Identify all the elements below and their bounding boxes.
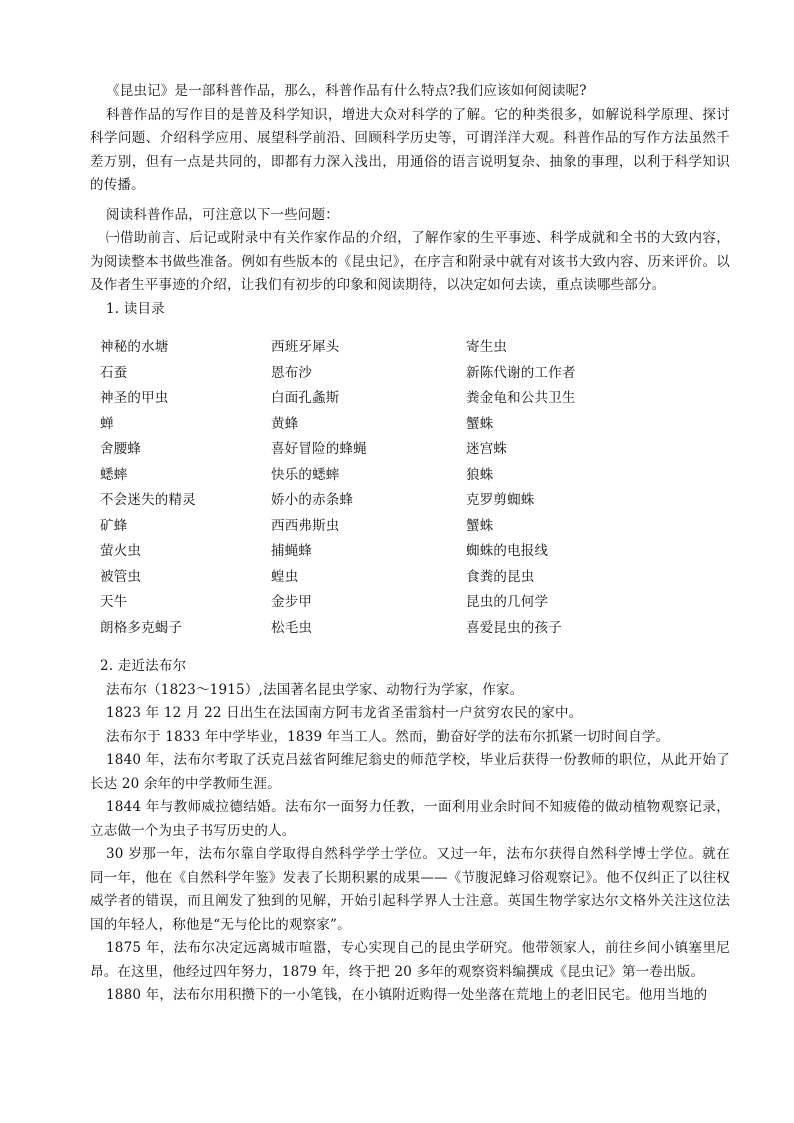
toc-entry: 狼蛛 (466, 466, 494, 483)
toc-entry: 天牛 (100, 594, 128, 610)
fabre-paragraph: 1875 年，法布尔决定远离城市喧嚣，专心实现自己的昆虫学研究。他带领家人，前往乡间小镇塞里尼昂。在这里，他经过四年努力，1879 年，终于把 20 多年的观察资料编撰成《昆虫记》第一卷出版。 (90, 940, 730, 980)
toc-entry: 朗格多克蝎子 (100, 619, 183, 636)
toc-entry: 金步甲 (271, 594, 313, 610)
intro-paragraph: 科普作品的写作目的是普及科学知识，增进大众对科学的了解。它的种类很多，如解说科学原理、探讨科学问题、介绍科学应用、展望科学前沿、回顾科学历史等，可谓洋洋大观。科普作品的写作方法虽然千差万别，但有一点是共同的，即都有力深入浅出，用通俗的语言说明复杂、抽象的事理，以利于科学知识的传播。 (90, 106, 730, 193)
reading-tip: 阅读科普作品，可注意以下一些问题： (106, 206, 339, 223)
toc-entry: 恩布沙 (271, 364, 313, 381)
fabre-paragraph: 法布尔于 1833 年中学毕业，1839 年当工人。然而，勤奋好学的法布尔抓紧一切时间自学。 (106, 728, 670, 745)
toc-entry: 西西弗斯虫 (271, 517, 340, 534)
toc-entry: 捕蝇蜂 (271, 543, 313, 559)
table-of-contents (100, 335, 730, 641)
fabre-paragraph: 30 岁那一年，法布尔靠自学取得自然科学学士学位。又过一年，法布尔获得自然科学博士学位。就在同一年，他在《自然科学年鉴》发表了长期积累的成果——《节腹泥蜂习俗观察记》。他不仅纠正了以往权威学者的错误，而且阐发了独到的见解，开始引起科学界人士注意。英国生物学家达尔文格外关注这位法国的年轻人，称他是“无与伦比的观察家”。 (90, 846, 730, 933)
document-body (90, 80, 730, 1008)
toc-entry: 西班牙犀头 (271, 339, 340, 355)
toc-entry: 蜘蛛的电报线 (466, 543, 549, 559)
toc-entry: 矿蜂 (100, 517, 128, 534)
toc-entry: 食粪的昆虫 (466, 568, 535, 585)
toc-entry: 蟋蟀 (100, 466, 128, 483)
toc-entry: 松毛虫 (271, 619, 313, 636)
toc-entry: 粪金龟和公共卫生 (466, 390, 576, 406)
toc-entry: 迷宫蛛 (466, 441, 508, 457)
toc-entry: 萤火虫 (100, 543, 142, 559)
toc-entry: 蟹蛛 (466, 415, 494, 432)
toc-entry: 神秘的水塘 (100, 339, 169, 355)
toc-entry: 蝉 (100, 415, 114, 432)
point-one: ㈠借助前言、后记或附录中有关作家作品的介绍，了解作家的生平事迹、科学成就和全书的大致内容，为阅读整本书做些准备。例如有些版本的《昆虫记》，在序言和附录中就有对该书大致内容、历来评价。以及作者生平事迹的介绍，让我们有初步的印象和阅读期待，以决定如何去读，重点读哪些部分。 (90, 230, 730, 293)
toc-entry: 喜爱昆虫的孩子 (466, 619, 562, 636)
fabre-heading: 2. 走近法布尔 (100, 658, 187, 674)
toc-entry: 寄生虫 (466, 339, 508, 355)
fabre-paragraph: 1823 年 12 月 22 日出生在法国南方阿韦龙省圣雷翁村一户贫穷农民的家中。 (106, 705, 583, 721)
toc-entry: 快乐的蟋蟀 (271, 466, 340, 483)
toc-entry: 昆虫的几何学 (466, 594, 549, 610)
toc-entry: 蟹蛛 (466, 517, 494, 534)
toc-entry: 被管虫 (100, 568, 142, 585)
toc-entry: 神圣的甲虫 (100, 390, 169, 406)
toc-entry: 白面孔螽斯 (271, 390, 340, 406)
toc-entry: 娇小的赤条蜂 (271, 492, 354, 508)
fabre-paragraph: 法布尔（1823～1915）,法国著名昆虫学家、动物行为学家，作家。 (106, 681, 524, 698)
toc-entry: 舍腰蜂 (100, 441, 142, 457)
fabre-paragraph: 1840 年，法布尔考取了沃克吕兹省阿维尼翁史的师范学校，毕业后获得一份教师的职位，从此开始了长达 20 余年的中学教师生涯。 (90, 752, 730, 792)
toc-entry: 不会迷失的精灵 (100, 492, 196, 508)
toc-entry: 黄蜂 (271, 415, 299, 432)
toc-entry: 克罗剪蜘蛛 (466, 492, 535, 508)
intro-question: 《昆虫记》是一部科普作品，那么，科普作品有什么特点?我们应该如何阅读呢? (106, 83, 587, 99)
fabre-paragraph: 1880 年，法布尔用积攒下的一小笔钱，在小镇附近购得一处坐落在荒地上的老旧民宅。他用当地的 (106, 987, 708, 1003)
toc-entry: 蝗虫 (271, 568, 299, 585)
toc-entry: 新陈代谢的工作者 (466, 364, 576, 381)
fabre-paragraph: 1844 年与教师威拉德结婚。法布尔一面努力任教，一面利用业余时间不知疲倦的做动植物观察记录，立志做一个为虫子书写历史的人。 (90, 799, 730, 839)
toc-heading: 1. 读目录 (106, 300, 165, 317)
toc-entry: 石蚕 (100, 364, 128, 381)
toc-entry: 喜好冒险的蜂蝇 (271, 441, 367, 457)
